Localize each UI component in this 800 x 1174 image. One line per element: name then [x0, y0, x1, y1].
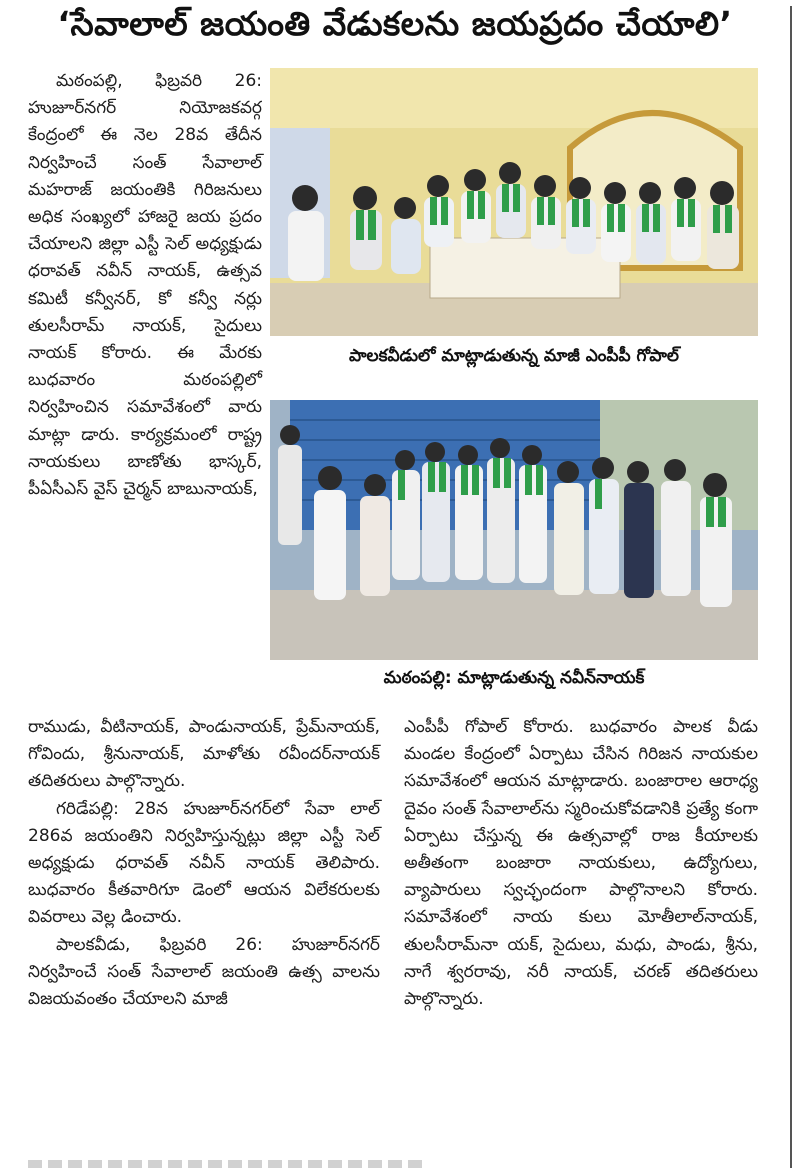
paragraph-mathampalli: మఠంపల్లి, ఫిబ్రవరి 26: హుజూర్‌నగర్ నియోజకవర్గ కేంద్రంలో ఈ నెల 28వ తేదీన నిర్వహించే సంత్ సేవాలాల్ మహరాజ్ జయంతికి గిరిజనులు అధిక సంఖ్యలో హాజరై జయ ప్రదం చేయాలని జిల్లా ఎస్టీ సెల్ అధ్యక్షుడు ధరావత్ నవీన్ నాయక్, ఉత్సవ కమిటీ కన్వీనర్, కో కన్వీ నర్లు తులసీరామ్ నాయక్, సైదులు నాయక్ కోరారు. ఈ మేరకు బుధవారం మఠంపల్లిలో నిర్వహించిన సమావేశంలో వారు మాట్లా డారు. కార్యక్రమంలో రాష్ట్ర నాయకులు బాణోతు భాస్కర్, పీఏసీఎస్ వైస్ చైర్మన్ బాబునాయక్,: [28, 71, 262, 500]
article-column-top-left: [28, 68, 262, 503]
article-column-right: [404, 714, 758, 1013]
article-column-bottom-left: [28, 714, 380, 1013]
photo-palakaveedu-image: [270, 68, 758, 336]
photo-palakaveedu-meeting: [270, 68, 758, 336]
paragraph-gopal: ఎంపీపీ గోపాల్ కోరారు. బుధవారం పాలక వీడు మండల కేంద్రంలో ఏర్పాటు చేసిన గిరిజన నాయకుల సమావేశంలో ఆయన మాట్లాడారు. బంజారాల ఆరాధ్య దైవం సంత్ సేవాలాల్‌ను స్మరించుకోవడానికి ప్రత్యే కంగా ఏర్పాటు చేస్తున్న ఈ ఉత్సవాల్లో రాజ కీయాలకు అతీతంగా బంజారా నాయకులు, ఉద్యోగులు, వ్యాపారులు స్వచ్ఛందంగా పాల్గొనాలని కోరారు. సమావేశంలో నాయ కులు మోతీలాల్‌నాయక్, తులసీరామ్‌నా యక్, సైదులు, మధు, పాండు, శ్రీను, నాగే శ్వరరావు, నరీ నాయక్, చరణ్ తదితరులు పాల్గొన్నారు.: [404, 717, 758, 1010]
article-headline: ‘సేవాలాల్ జయంతి వేడుకలను జయప్రదం చేయాలి’: [57, 4, 733, 43]
paragraph-palakaveedu: పాలకవీడు, ఫిబ్రవరి 26: హుజూర్‌నగర్ నిర్వహించే సంత్ సేవాలాల్ జయంతి ఉత్స వాలను విజయవంతం చేయాలని మాజీ: [28, 934, 380, 1010]
next-article-cut-edge: [28, 1160, 428, 1168]
photo-caption-mathampalli: మఠంపల్లి: మాట్లాడుతున్న నవీన్‌నాయక్: [383, 668, 645, 688]
photo-mathampalli-meeting: [270, 400, 758, 660]
paragraph-participants: రాముడు, వీటినాయక్, పాండునాయక్, ప్రేమ్‌నాయక్, గోవిందు, శ్రీనునాయక్, మాళోతు రవీందర్‌నాయక్ తదితరులు పాల్గొన్నారు.: [28, 717, 380, 792]
paragraph-garidepalli: గరిడేపల్లి: 28న హుజూర్‌నగర్‌లో సేవా లాల్ 286వ జయంతిని నిర్వహిస్తున్నట్లు జిల్లా ఎస్టీ సెల్ అధ్యక్షుడు ధరావత్ నవీన్ నాయక్ తెలిపారు. బుధవారం కీతవారిగూ డెంలో ఆయన విలేకరులకు వివరాలు వెల్ల డించారు.: [28, 798, 380, 928]
photo-mathampalli-image: [270, 400, 758, 660]
photo-caption-palakaveedu: పాలకవీడులో మాట్లాడుతున్న మాజీ ఎంపీపీ గోపాల్: [349, 346, 679, 366]
